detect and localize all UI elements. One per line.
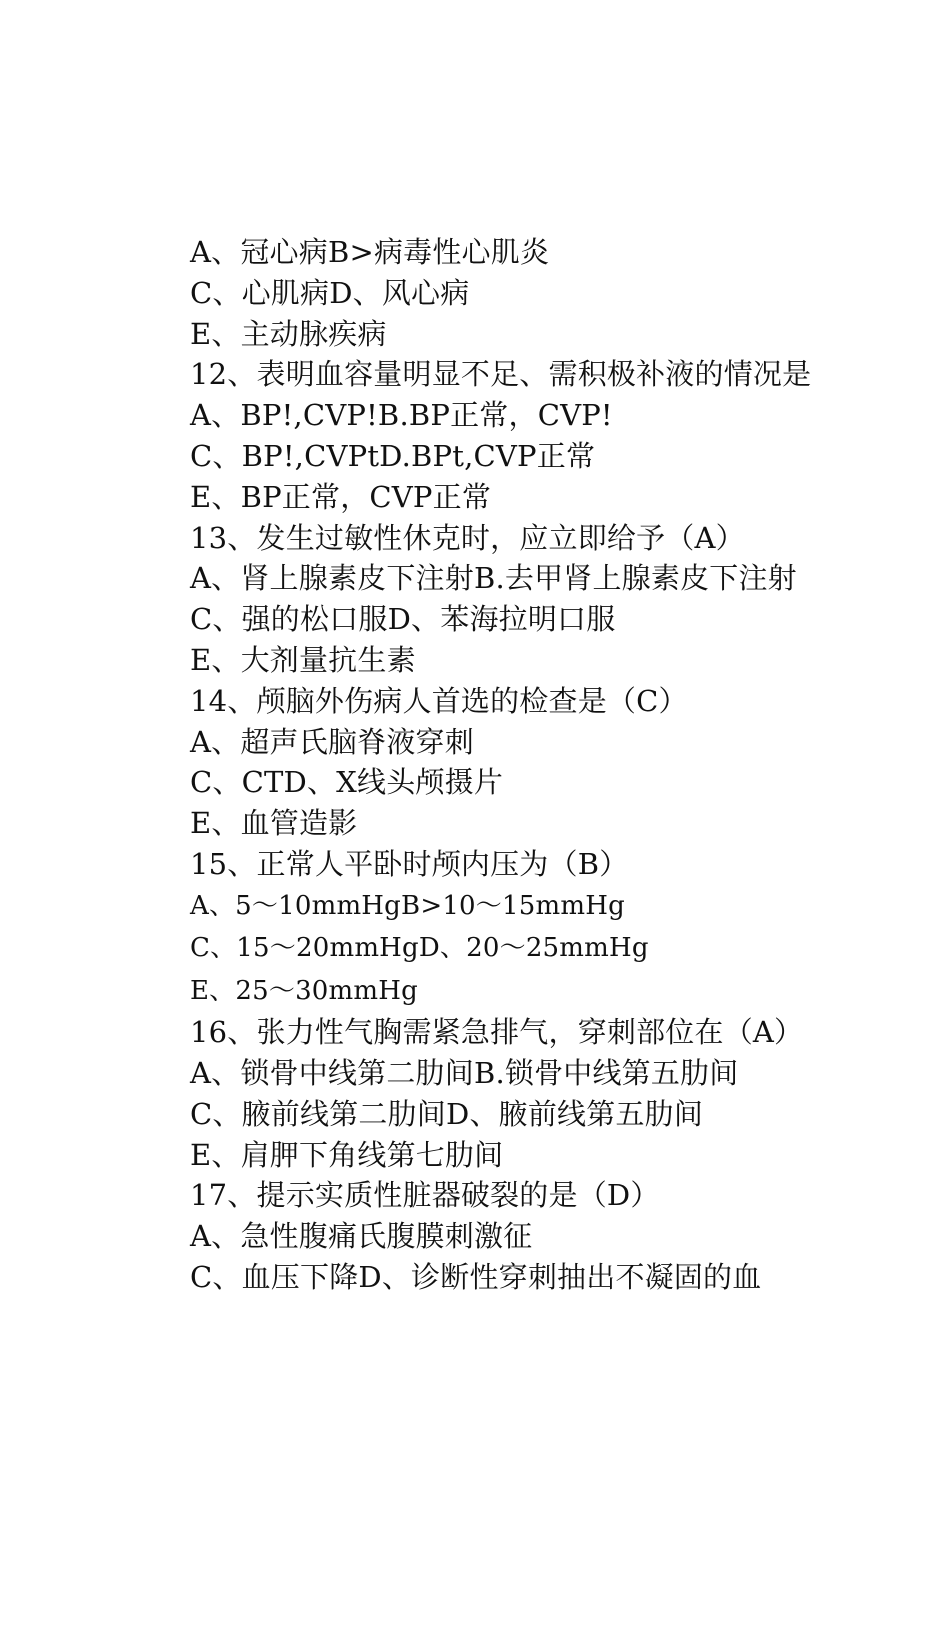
question-line: 12、表明血容量明显不足、需积极补液的情况是 xyxy=(190,357,812,392)
text-line: E、BP正常，CVP正常 xyxy=(190,479,492,514)
question-line: 13、发生过敏性休克时，应立即给予（A） xyxy=(190,520,745,555)
question-line: 14、颅脑外伤病人首选的检查是（C） xyxy=(190,683,688,718)
text-line: E、血管造影 xyxy=(190,806,358,841)
question-line: 17、提示实质性脏器破裂的是（D） xyxy=(190,1178,660,1213)
text-line: E、肩胛下角线第七肋间 xyxy=(190,1137,504,1172)
text-line: C、血压下降D、诊断性穿刺抽出不凝固的血 xyxy=(190,1260,762,1295)
question-line: 16、张力性气胸需紧急排气，穿刺部位在（A） xyxy=(190,1015,804,1050)
text-line: C、腋前线第二肋间D、腋前线第五肋间 xyxy=(190,1096,704,1131)
text-line: A、肾上腺素皮下注射B.去甲肾上腺素皮下注射 xyxy=(190,561,797,596)
text-line: A、锁骨中线第二肋间B.锁骨中线第五肋间 xyxy=(190,1056,739,1091)
text-line: E、大剂量抗生素 xyxy=(190,642,416,677)
text-line: A、BP!,CVP!B.BP正常，CVP! xyxy=(190,398,613,433)
text-line: E、25〜30mmHg xyxy=(190,975,418,1006)
question-list xyxy=(190,232,910,1298)
text-line: E、主动脉疾病 xyxy=(190,316,387,351)
question-line: 15、正常人平卧时颅内压为（B） xyxy=(190,846,629,881)
text-line: C、心肌病D、风心病 xyxy=(190,275,470,310)
text-line: A、冠心病B>病毒性心肌炎 xyxy=(190,235,550,269)
text-line: C、CTD、X线头颅摄片 xyxy=(190,765,504,800)
text-line: C、15〜20mmHgD、20〜25mmHg xyxy=(190,933,649,964)
text-line: C、BP!,CVPtD.BPt,CVP正常 xyxy=(190,438,596,473)
text-line: A、超声氏脑脊液穿刺 xyxy=(190,724,474,759)
text-line: A、5〜10mmHgB>10〜15mmHg xyxy=(190,890,625,921)
text-line: A、急性腹痛氏腹膜刺激征 xyxy=(190,1219,533,1254)
text-line: C、强的松口服D、苯海拉明口服 xyxy=(190,602,616,637)
